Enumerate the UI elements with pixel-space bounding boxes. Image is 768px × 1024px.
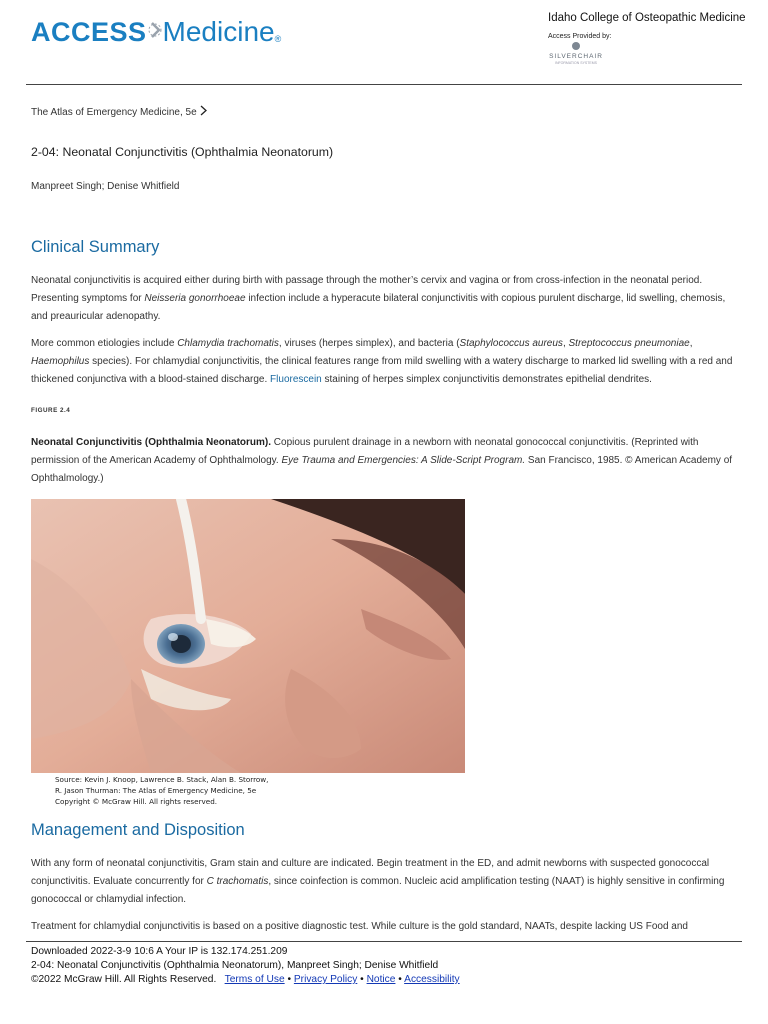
accessibility-link[interactable]: Accessibility xyxy=(404,974,460,985)
footer-divider xyxy=(26,941,742,942)
silverchair-logo xyxy=(548,42,604,66)
silverchair-name: SILVERCHAIR xyxy=(549,53,603,60)
page-footer xyxy=(31,945,460,987)
clinical-summary-paragraph-1: Neonatal conjunctivitis is acquired either during birth with passage through the mother’s cervix and vagina or from cross-infection in the neonatal period. Presenting symptoms for Neisseria gonorrhoeae infection include a hyperacute bilateral conjunctivitis with copious purulent discharge, lid swelling, chemosis, and preauricular adenopathy. xyxy=(31,275,726,322)
management-paragraph-2: Treatment for chlamydial conjunctivitis is based on a positive diagnostic test. While culture is the gold standard, NAATs, despite lacking US Food and xyxy=(31,921,688,932)
logo-chevron-icon xyxy=(148,17,162,48)
footer-separator: • xyxy=(360,974,364,985)
logo-medicine-text: Medicine xyxy=(162,16,275,47)
access-provided-by-label: Access Provided by: xyxy=(548,33,612,40)
citation-line: 2-04: Neonatal Conjunctivitis (Ophthalmia Neonatorum), Manpreet Singh; Denise Whitfield xyxy=(31,960,439,971)
figure-label: FIGURE 2.4 xyxy=(31,407,71,414)
footer-separator: • xyxy=(398,974,402,985)
clinical-summary-paragraph-2: More common etiologies include Chlamydia trachomatis, viruses (herpes simplex), and bacteria (Staphylococcus aureus, Streptococcus pneumoniae, Haemophilus species). For chlamydial conjunctivitis, the clinical features range from mild swelling with a watery discharge to marked lid swelling with a red and thickened conjunctiva with a blood-stained discharge. Fluorescein staining of herpes simplex conjunctivitis demonstrates epithelial dendrites. xyxy=(31,338,733,385)
chapter-title: 2-04: Neonatal Conjunctivitis (Ophthalmia Neonatorum) xyxy=(31,145,334,159)
footer-separator: • xyxy=(287,974,292,985)
figure-source-line-2: R. Jason Thurman: The Atlas of Emergency Medicine, 5e xyxy=(55,786,257,795)
clinical-summary-heading: Clinical Summary xyxy=(31,238,160,256)
logo-registered-mark: ® xyxy=(274,34,282,44)
copyright-text: ©2022 McGraw Hill. All Rights Reserved. xyxy=(31,974,217,985)
site-header xyxy=(0,0,768,84)
privacy-policy-link[interactable]: Privacy Policy xyxy=(293,974,358,985)
breadcrumb[interactable] xyxy=(31,105,207,119)
chevron-right-icon xyxy=(200,105,207,119)
access-medicine-logo[interactable] xyxy=(31,12,281,52)
chapter-authors: Manpreet Singh; Denise Whitfield xyxy=(31,181,180,192)
management-paragraph-1: With any form of neonatal conjunctivitis, Gram stain and culture are indicated. Begin treatment in the ED, and admit newborns with suspected gonococcal conjunctivitis. Evaluate concurrently for C trachomatis, since coinfection is common. Nucleic acid amplification testing (NAAT) is highly sensitive in confirming gonococcal or chlamydial infection. xyxy=(31,858,725,905)
notice-link[interactable]: Notice xyxy=(366,974,396,985)
figure-caption-title: Neonatal Conjunctivitis (Ophthalmia Neonatorum). xyxy=(31,437,272,448)
logo-access-text: ACCESS xyxy=(31,16,147,47)
figure-caption: Neonatal Conjunctivitis (Ophthalmia Neonatorum). Copious purulent drainage in a newborn with neonatal gonococcal conjunctivitis. (Reprinted with permission of the American Academy of Ophthalmology. Eye Trauma and Emergencies: A Slide-Script Program. San Francisco, 1985. © American Academy of Ophthalmology.) xyxy=(31,437,733,484)
terms-of-use-link[interactable]: Terms of Use xyxy=(224,974,285,985)
breadcrumb-book-link[interactable]: The Atlas of Emergency Medicine, 5e xyxy=(31,106,197,118)
institution-name: Idaho College of Osteopathic Medicine xyxy=(548,12,746,24)
download-info: Downloaded 2022-3-9 10:6 A Your IP is 132.174.251.209 xyxy=(31,946,288,957)
silverchair-subtitle: INFORMATION SYSTEMS xyxy=(555,61,597,65)
figure-source-line-1: Source: Kevin J. Knoop, Lawrence B. Stack, Alan B. Storrow, xyxy=(55,775,269,784)
management-heading: Management and Disposition xyxy=(31,821,245,839)
figure-source xyxy=(55,774,268,807)
figure-source-line-3: Copyright © McGraw Hill. All rights reserved. xyxy=(55,797,218,806)
header-divider xyxy=(26,84,742,85)
figure-photo-neonatal-eye xyxy=(31,499,465,773)
silverchair-globe-icon xyxy=(572,42,580,50)
footer-links-row xyxy=(31,973,460,987)
fluorescein-link[interactable]: Fluorescein xyxy=(270,374,322,385)
